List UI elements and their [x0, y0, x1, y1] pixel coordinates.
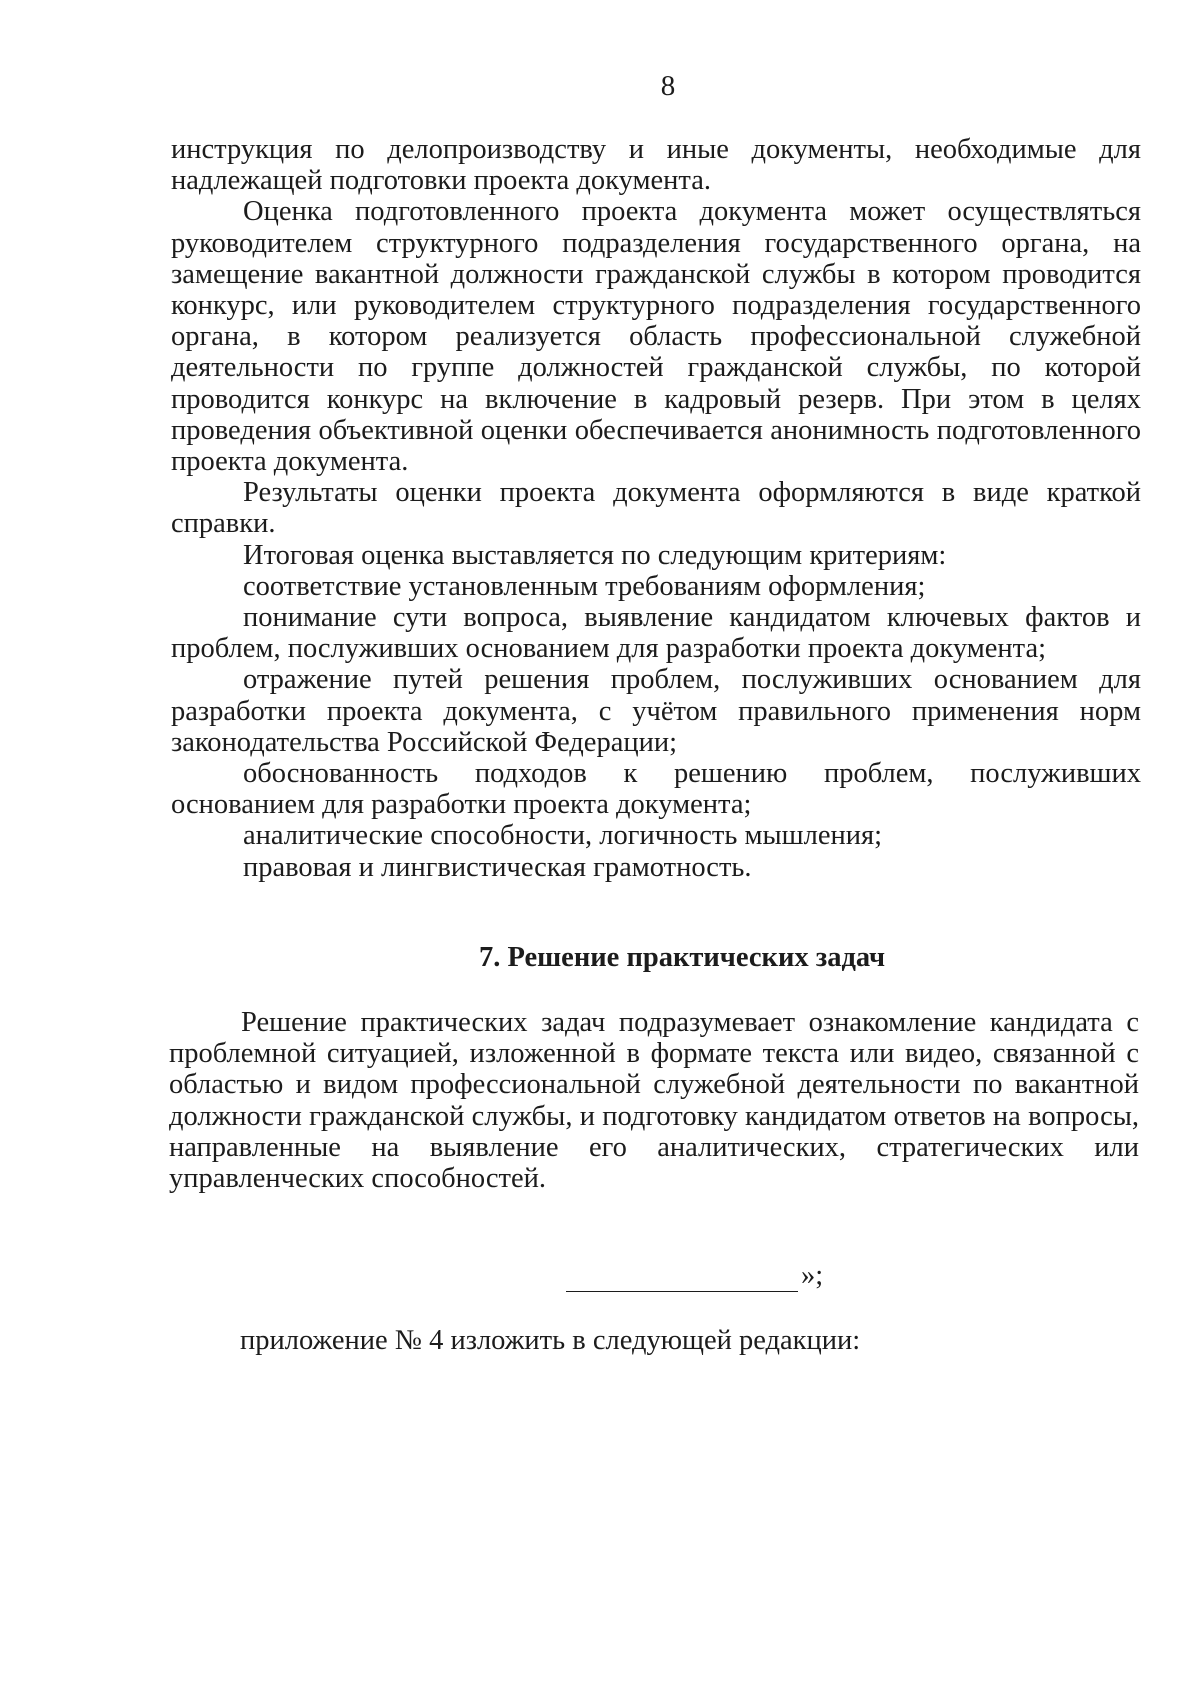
paragraph: Оценка подготовленного проекта документа может осуществляться руководителем структурного подразделения государственного органа, на замещение вакантной должности гражданской службы в котором проводится конкурс, или руководителем структурного подразделения государственного органа, в котором реализуется область профессиональной служебной деятельности по группе должностей гражданской службы, по которой проводится конкурс на включение в кадровый резерв. При этом в целях проведения объективной оценки обеспечивается анонимность подготовленного проекта документа.	[171, 196, 1141, 478]
page-number: 8	[660, 70, 676, 102]
appendix-instruction: приложение № 4 изложить в следующей редакции:	[240, 1325, 861, 1356]
criteria-item: понимание сути вопроса, выявление кандидатом ключевых фактов и проблем, послуживших основанием для разработки проекта документа;	[171, 602, 1141, 665]
body-text	[171, 134, 1141, 883]
criteria-item: обоснованность подходов к решению проблем, послуживших основанием для разработки проекта документа;	[171, 758, 1141, 821]
section-heading: 7. Решение практических задач	[478, 942, 886, 973]
criteria-item: отражение путей решения проблем, послуживших основанием для разработки проекта документа, с учётом правильного применения норм законодательства Российской Федерации;	[171, 664, 1141, 758]
criteria-item: аналитические способности, логичность мышления;	[243, 820, 882, 852]
paragraph: Результаты оценки проекта документа оформляются в виде краткой справки.	[171, 477, 1141, 540]
closing-quote: »;	[801, 1260, 824, 1291]
criteria-item: правовая и лингвистическая грамотность.	[243, 851, 752, 883]
paragraph: Решение практических задач подразумевает ознакомление кандидата с проблемной ситуацией, изложенной в формате текста или видео, связанной с областью и видом профессиональной служебной деятельности по вакантной должности гражданской службы, и подготовку кандидатом ответов на вопросы, направленные на выявление его аналитических, стратегических или управленческих способностей.	[169, 1007, 1139, 1195]
closing-mark	[566, 1260, 823, 1292]
paragraph: инструкция по делопроизводству и иные документы, необходимые для надлежащей подготовки проекта документа.	[171, 134, 1141, 197]
closing-line	[566, 1269, 798, 1292]
section-body	[169, 1007, 1139, 1194]
criteria-intro: Итоговая оценка выставляется по следующим критериям:	[243, 539, 947, 571]
criteria-item: соответствие установленным требованиям оформления;	[243, 570, 926, 602]
